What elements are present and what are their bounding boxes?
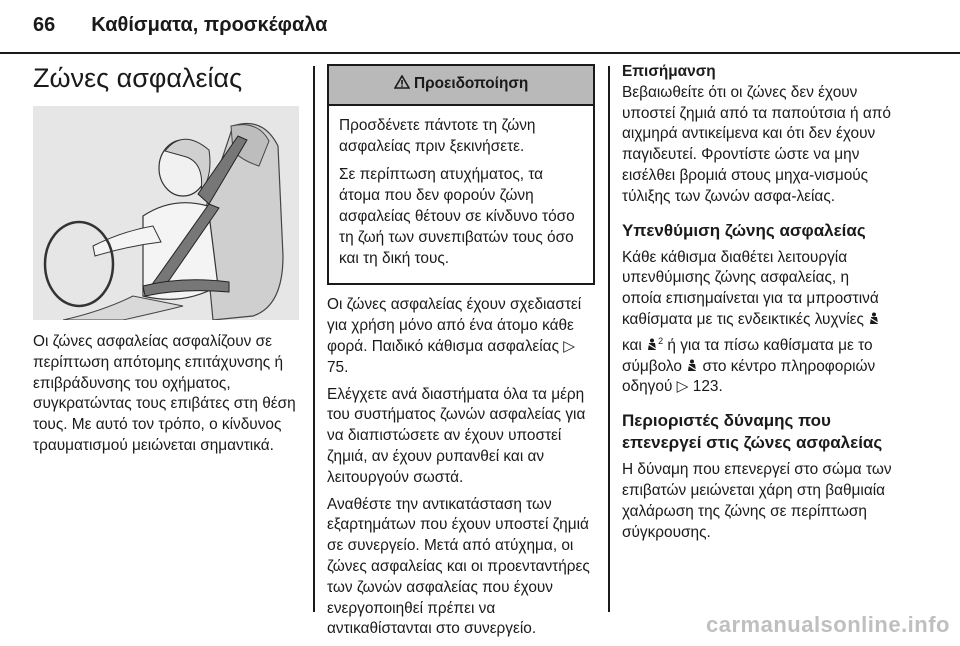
body-paragraph [622, 248, 892, 399]
column-divider [313, 66, 315, 612]
body-text: στο κέντρο πληροφοριών οδηγού [622, 357, 876, 396]
seatbelt-reminder-icon [686, 359, 698, 373]
column-divider [608, 66, 610, 612]
warning-body [329, 106, 593, 284]
watermark: carmanualsonline.info [706, 612, 950, 637]
intro-paragraph: Οι ζώνες ασφαλείας ασφαλίζουν σε περίπτωση απότομης επιτάχυνσης ή επιβράδυνσης του οχήματος, συγκρατώντας τους επιβάτες στη θέση τους. Με αυτό τον τρόπο, ο κίνδυνος τραυματισμού μειώνεται σημαντικά. [33, 333, 296, 454]
seatbelt-reminder-icon [868, 312, 880, 326]
note-block [622, 62, 892, 208]
page-number: 66 [33, 14, 56, 36]
body-text: Οι ζώνες ασφαλείας έχουν σχεδιαστεί για χρήση μόνο από ένα άτομο κάθε φορά. Παιδικό κάθισμα ασφαλείας [327, 296, 582, 355]
note-title: Επισήμανση [622, 63, 716, 80]
body-paragraph: Η δύναμη που επενεργεί στο σώμα των επιβατών μειώνεται χάρη στη βαθμιαία χαλάρωση της ζώνης σε περίπτωση σύγκρουσης. [622, 461, 892, 541]
warning-text: Προσδένετε πάντοτε τη ζώνη ασφαλείας πριν ξεκινήσετε. [339, 116, 536, 155]
body-paragraph: Ελέγχετε ανά διαστήματα όλα τα μέρη του συστήματος ζωνών ασφαλείας για να διαπιστώσετε αν έχουν υποστεί ζημιά, αν έχουν ρυπανθεί και αν λειτουργούν σωστά. [327, 385, 586, 486]
section-title: Ζώνες ασφαλείας [33, 63, 243, 93]
page-reference-arrow-icon[interactable]: ▷ [676, 378, 689, 396]
header-rule [0, 52, 960, 54]
body-text: Κάθε κάθισμα διαθέτει λειτουργία υπενθύμισης ζώνης ασφαλείας, η οποία επισημαίνεται για τα μπροστινά καθίσματα με τις ενδεικτικές λυχνίες [622, 248, 879, 328]
superscript-label: 2 [658, 335, 664, 346]
page-reference[interactable]: 123. [692, 378, 723, 396]
body-text: ή για τα πίσω καθίσματα με το σύμβολο [622, 336, 873, 375]
body-paragraph: Αναθέστε την αντικατάσταση των εξαρτημάτων που έχουν υποστεί ζημιά σε συνεργείο. Μετά από ατύχημα, οι ζώνες ασφαλείας και οι προενταντήρες των ζωνών ασφαλείας που έχουν ενεργοποιηθεί πρέπει να αντικαθίστανται στο συνεργείο. [327, 495, 590, 638]
seatbelt-reminder-icon [646, 338, 658, 352]
page-reference[interactable]: 75. [327, 358, 349, 376]
column-left [33, 62, 301, 463]
body-text: και [622, 336, 642, 354]
chapter-title: Καθίσματα, προσκέφαλα [91, 14, 328, 36]
warning-title: Προειδοποίηση [413, 75, 529, 92]
warning-box [327, 64, 595, 285]
warning-triangle-icon [394, 75, 410, 89]
column-middle [327, 62, 595, 646]
seatbelt-illustration [33, 106, 299, 320]
note-text: Βεβαιωθείτε ότι οι ζώνες δεν έχουν υποστεί ζημιά από τα παπούτσια ή από αιχμηρά αντικείμενα και ότι δεν έχουν παγιδευτεί. Φροντίστε ώστε να μην εισέλθει βρομιά στους μηχα-νισμούς τύλιξης των ζωνών ασφα-λείας. [622, 83, 891, 205]
heading-seatbelt-reminder: Υπενθύμιση ζώνης ασφαλείας [622, 220, 866, 240]
warning-text: Σε περίπτωση ατυχήματος, τα άτομα που δεν φορούν ζώνη ασφαλείας θέτουν σε κίνδυνο τόσο τη ζωή των συνεπιβατών τους όσο και τη δική τους. [339, 166, 575, 267]
page-header [33, 14, 327, 44]
page-reference-arrow-icon[interactable]: ▷ [563, 337, 576, 355]
body-paragraph [327, 295, 595, 378]
heading-force-limiters: Περιοριστές δύναμης που επενεργεί στις ζώνες ασφαλείας [622, 411, 883, 453]
column-right [622, 62, 892, 549]
warning-header [329, 66, 593, 106]
